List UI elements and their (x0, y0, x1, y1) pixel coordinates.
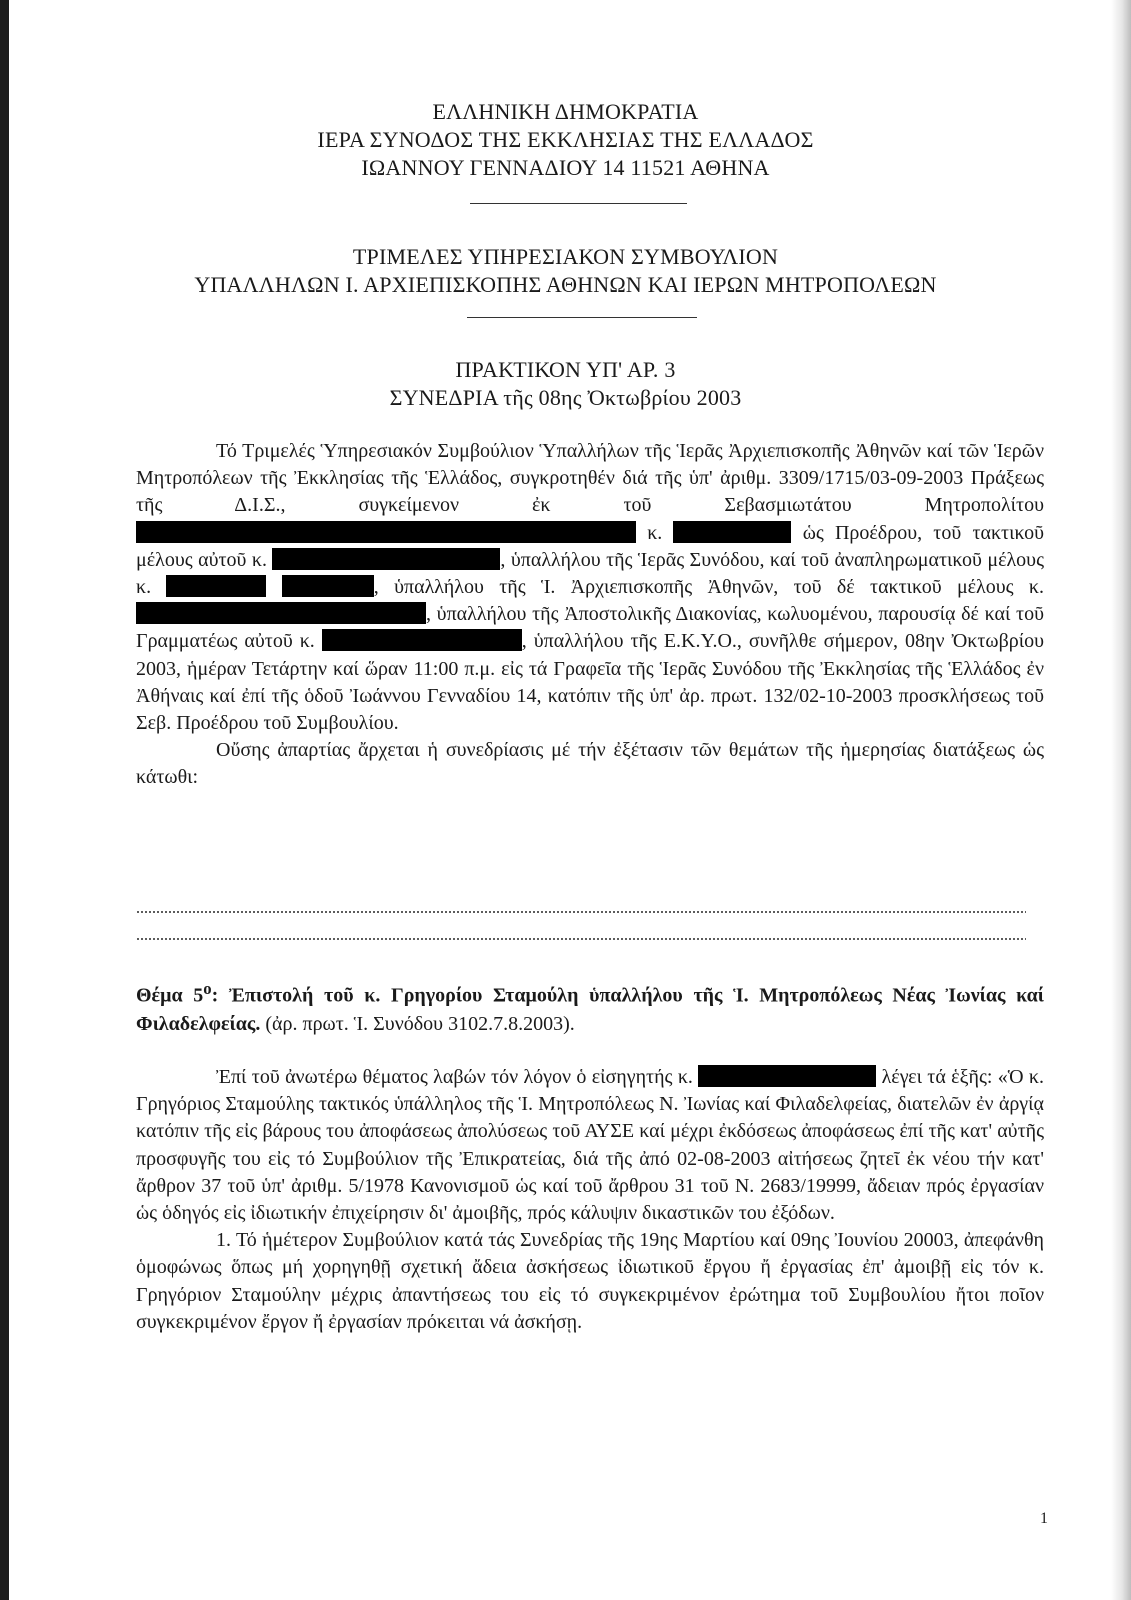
header-line: ΙΕΡΑ ΣΥΝΟΔΟΣ ΤΗΣ ΕΚΚΛΗΣΙΑΣ ΤΗΣ ΕΛΛΑΔΟΣ (317, 127, 814, 152)
intro-text: ὡς Προέδρου, τοῦ τακτικοῦ μέλους αὐτοῦ κ. (136, 521, 1044, 571)
header-council (0, 243, 1131, 299)
redaction-bar (272, 548, 500, 570)
topic-heading (136, 975, 1044, 1038)
divider (467, 317, 697, 318)
quorum-paragraph: Οὔσης ἀπαρτίας ἄρχεται ἡ συνεδρίασις μέ τήν ἐξέτασιν τῶν θεμάτων τῆς ἡμερησίας διατάξεως ὡς κάτωθι: (136, 739, 1044, 789)
header-line: ΕΛΛΗΝΙΚΗ ΔΗΜΟΚΡΑΤΙΑ (432, 99, 699, 124)
topic-title: : Ἐπιστολή τοῦ κ. Γρηγορίου Σταμούλη ὑπαλλήλου τῆς Ἱ. Μητροπόλεως Νέας Ἰωνίας καί Φιλαδελφείας. (136, 984, 1044, 1035)
intro-text: Τό Τριμελές Ὑπηρεσιακόν Συμβούλιον Ὑπαλλήλων τῆς Ἱερᾶς Ἀρχιεπισκοπῆς Ἀθηνῶν καί τῶν Ἱερῶν Μητροπόλεων τῆς Ἐκκλησίας τῆς Ἑλλάδος, συγκροτηθέν διά τῆς ὑπ' ἀριθμ. 3309/1715/03-09-2003 Πράξεως τῆς Δ.Ι.Σ., συγκείμενον ἐκ τοῦ Σεβασμιωτάτου Μητροπολίτου (136, 440, 1044, 517)
intro-text: , ὑπαλλήλου τῆς Ἱ. Ἀρχιεπισκοπῆς Ἀθηνῶν, τοῦ δέ τακτικοῦ μέλους κ. (373, 576, 1044, 599)
divider (470, 203, 687, 204)
discussion-text: Ἐπί τοῦ ἀνωτέρω θέματος λαβών τόν λόγον ὁ εἰσηγητής κ. (216, 1066, 693, 1088)
intro-text: , ὑπαλλήλου τῆς Ε.Κ.Υ.Ο., συνῆλθε σήμερον, 08ην Ὀκτωβρίου 2003, ἡμέραν Τετάρτην καί ὥραν 11:00 π.μ. εἰς τά Γραφεῖα τῆς Ἱερᾶς Συνόδου τῆς Ἐκκλησίας τῆς Ἑλλάδος ἐν Ἀθήναις καί ἐπί τῆς ὁδοῦ Ἰωάννου Γενναδίου 14, κατόπιν τῆς ὑπ' ἀρ. πρωτ. 132/02-10-2003 προσκλήσεως τοῦ Σεβ. Προέδρου τοῦ Συμβουλίου. (136, 630, 1045, 735)
scan-edge-left (0, 0, 9, 1600)
topic-label: Θέμα 5 (136, 984, 204, 1007)
redaction-bar (136, 602, 426, 624)
discussion-paragraph (136, 1064, 1044, 1227)
minutes-title (0, 356, 1131, 412)
intro-section (136, 438, 1044, 792)
redaction-bar (322, 629, 522, 651)
intro-text: , ὑπαλλήλου τῆς Ἱερᾶς Συνόδου, καί τοῦ ἀναπληρωματικοῦ μέλους κ. (136, 548, 1044, 599)
discussion-section (136, 1064, 1044, 1336)
minutes-number: ΠΡΑΚΤΙΚΟΝ ΥΠ' ΑΡ. 3 (455, 357, 676, 382)
discussion-text: λέγει τά ἑξῆς: «Ὁ κ. Γρηγόριος Σταμούλης τακτικός ὑπάλληλος τῆς Ἱ. Μητροπόλεως Ν. Ἰωνίας καί Φιλαδελφείας, διατελῶν ἐν ἀργίᾳ κατόπιν τῆς εἰς βάρους του ἀποφάσεως ἀπολύσεως τοῦ ΑΥΣΕ καί μέχρι ἐκδόσεως ἀποφάσεως ἐπί τῆς κατ' αὐτῆς προσφυγῆς του εἰς τό Συμβούλιον τῆς Ἐπικρατείας, διά τῆς ἀπό 02-08-2003 αἰτήσεως ζητεῖ ἐκ νέου τήν κατ' ἄρθρον 37 τοῦ ὑπ' ἀριθμ. 5/1978 Κανονισμοῦ ὡς καί τοῦ ἄρθρου 31 τοῦ Ν. 2683/19999, ἄδειαν πρός ἐργασίαν ὡς ὁδηγός εἰς ἰδιωτικήν ἐπιχείρησιν δι' ἀμοιβῆς, πρός κάλυψιν δικαστικῶν του ἐξόδων. (136, 1066, 1044, 1225)
intro-paragraph (136, 438, 1044, 737)
page-number: 1 (1040, 1510, 1048, 1527)
dotted-line (136, 911, 1026, 913)
redaction-bar (136, 521, 636, 543)
redaction-bar (166, 575, 266, 597)
topic-label-sup: ο (203, 979, 212, 998)
topic-reference: (ἀρ. πρωτ. Ἱ. Συνόδου 3102.7.8.2003). (265, 1012, 575, 1035)
intro-text: , ὑπαλλήλου τῆς Ἀποστολικῆς Διακονίας, κωλυομένου, παρουσίᾳ δέ καί τοῦ Γραμματέως αὐτοῦ κ. (136, 603, 1044, 653)
header-line: ΤΡΙΜΕΛΕΣ ΥΠΗΡΕΣΙΑΚΟΝ ΣΥΜΒΟΥΛΙΟΝ (352, 244, 779, 269)
redaction-bar (698, 1065, 876, 1087)
dotted-line (136, 938, 1026, 940)
session-date: ΣΥΝΕΔΡΙΑ τῆς 08ης Ὀκτωβρίου 2003 (389, 385, 742, 410)
redaction-bar (282, 575, 374, 597)
decision-paragraph: 1. Τό ἡμέτερον Συμβούλιον κατά τάς Συνεδρίας τῆς 19ης Μαρτίου καί 09ης Ἰουνίου 20003, ἀπεφάνθη ὁμοφώνως ὅπως μή χορηγηθῇ σχετική ἄδεια ἀσκήσεως ἰδιωτικοῦ ἔργου ἤ ἐργασίας ἐπ' ἀμοιβῇ εἰς τόν κ. Γρηγόριον Σταμούλην μέχρις ἀπαντήσεως του εἰς τό συγκεκριμένον ἐρώτημα τοῦ Συμβουλίου ἤτοι ποῖον συγκεκριμένον ἔργον ἤ ἐργασίαν πρόκειται νά ἀσκήσῃ. (136, 1229, 1044, 1333)
header-line: ΙΩΑΝΝΟΥ ΓΕΝΝΑΔΙΟΥ 14 11521 ΑΘΗΝΑ (361, 155, 770, 180)
scan-edge-right (1111, 0, 1131, 1600)
header-line: ΥΠΑΛΛΗΛΩΝ Ι. ΑΡΧΙΕΠΙΣΚΟΠΗΣ ΑΘΗΝΩΝ ΚΑΙ ΙΕΡΩΝ ΜΗΤΡΟΠΟΛΕΩΝ (194, 272, 937, 297)
intro-text: κ. (647, 521, 663, 544)
redaction-bar (673, 521, 791, 543)
header-authority (0, 98, 1131, 182)
